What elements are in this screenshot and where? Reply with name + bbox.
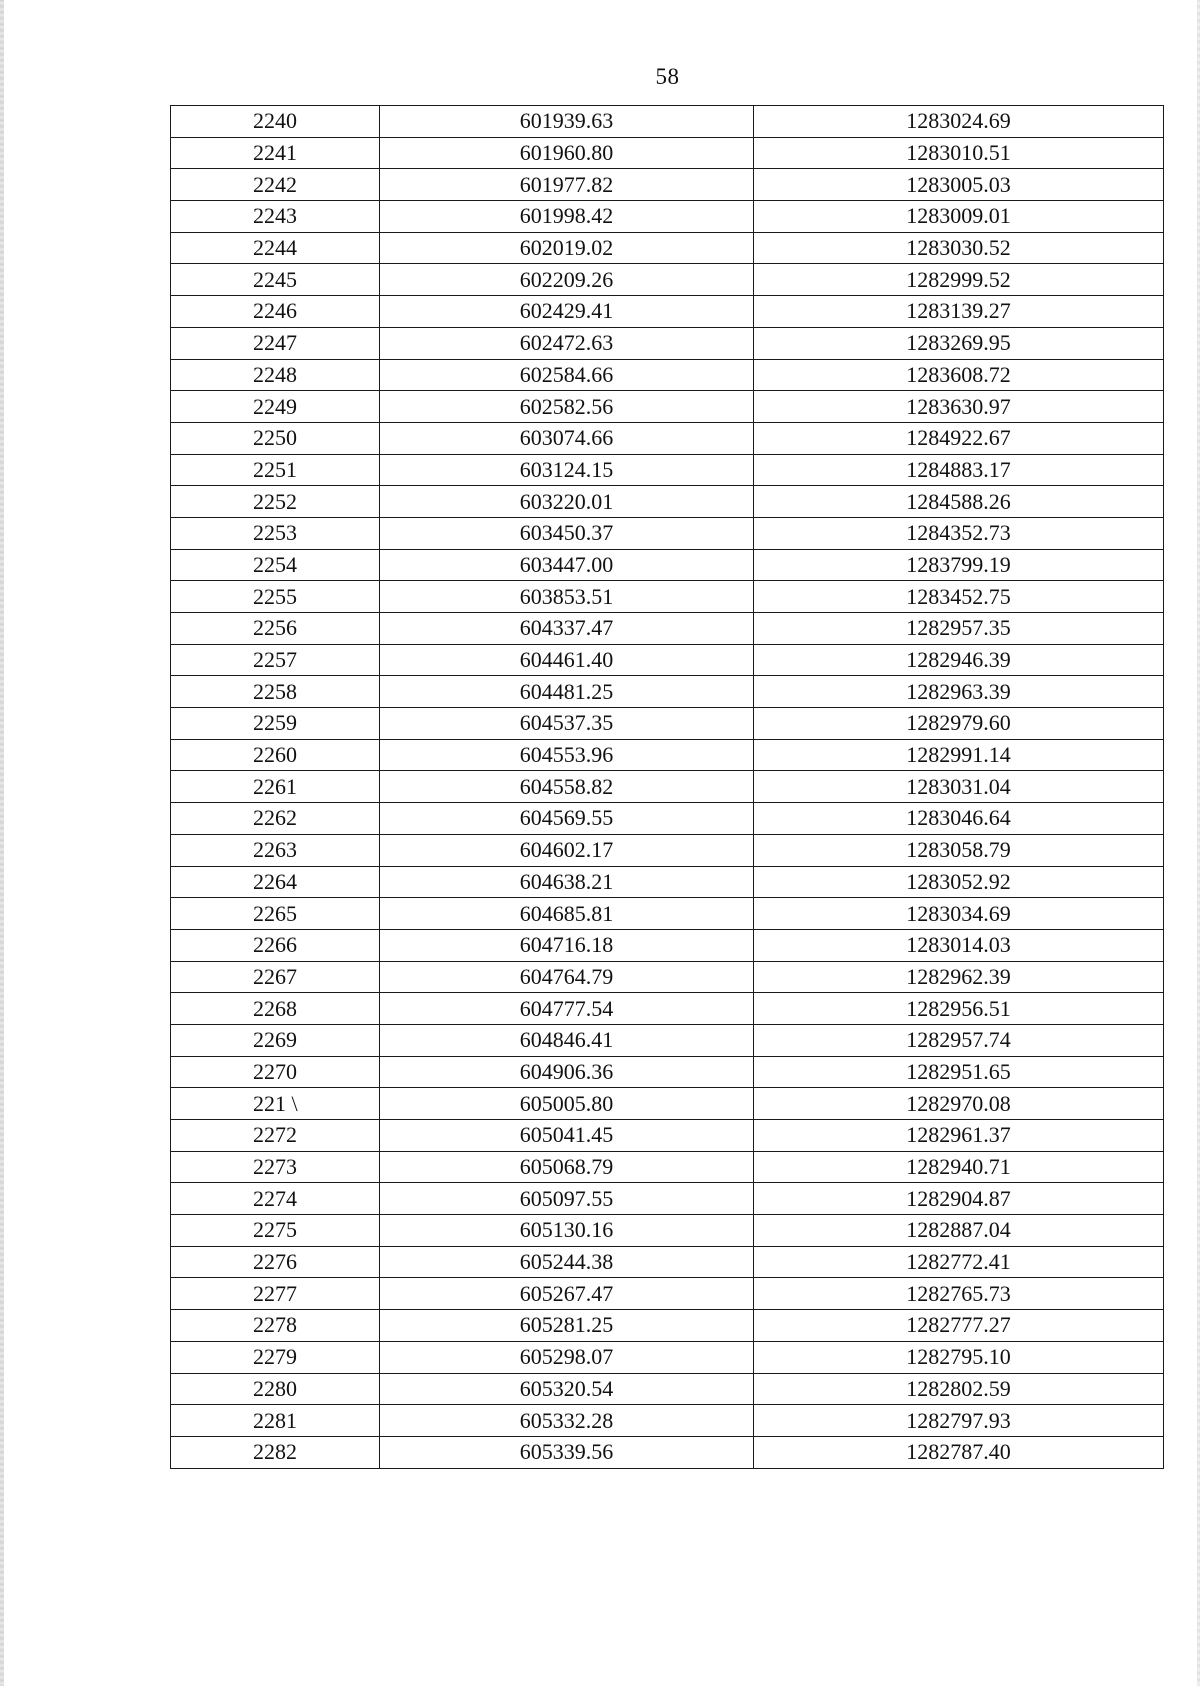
scan-edge-left bbox=[0, 0, 4, 1686]
point-id-cell: 2276 bbox=[171, 1246, 380, 1278]
y-coordinate-cell: 1282979.60 bbox=[754, 708, 1164, 740]
point-id-cell: 2266 bbox=[171, 929, 380, 961]
y-coordinate-cell: 1283009.01 bbox=[754, 201, 1164, 233]
point-id-cell: 2242 bbox=[171, 169, 380, 201]
table-row bbox=[171, 1278, 1164, 1310]
table-row bbox=[171, 961, 1164, 993]
point-id-cell: 2255 bbox=[171, 581, 380, 613]
table-row bbox=[171, 137, 1164, 169]
x-coordinate-cell: 603450.37 bbox=[380, 517, 754, 549]
x-coordinate-cell: 604846.41 bbox=[380, 1024, 754, 1056]
table-row bbox=[171, 1151, 1164, 1183]
y-coordinate-cell: 1284352.73 bbox=[754, 517, 1164, 549]
x-coordinate-cell: 605332.28 bbox=[380, 1405, 754, 1437]
point-id-cell: 2269 bbox=[171, 1024, 380, 1056]
table-row bbox=[171, 834, 1164, 866]
point-id-cell: 2259 bbox=[171, 708, 380, 740]
x-coordinate-cell: 603220.01 bbox=[380, 486, 754, 518]
table-row bbox=[171, 771, 1164, 803]
point-id-cell: 2277 bbox=[171, 1278, 380, 1310]
table-row bbox=[171, 581, 1164, 613]
x-coordinate-cell: 605298.07 bbox=[380, 1341, 754, 1373]
table-row bbox=[171, 264, 1164, 296]
y-coordinate-cell: 1282961.37 bbox=[754, 1120, 1164, 1152]
x-coordinate-cell: 602429.41 bbox=[380, 296, 754, 328]
y-coordinate-cell: 1282957.74 bbox=[754, 1024, 1164, 1056]
coordinates-table bbox=[170, 105, 1164, 1469]
x-coordinate-cell: 605244.38 bbox=[380, 1246, 754, 1278]
x-coordinate-cell: 605097.55 bbox=[380, 1183, 754, 1215]
point-id-cell: 2274 bbox=[171, 1183, 380, 1215]
table-row bbox=[171, 1436, 1164, 1468]
table-row bbox=[171, 644, 1164, 676]
point-id-cell: 2248 bbox=[171, 359, 380, 391]
page-number: 58 bbox=[655, 64, 680, 89]
x-coordinate-cell: 601939.63 bbox=[380, 106, 754, 138]
x-coordinate-cell: 602584.66 bbox=[380, 359, 754, 391]
table-row bbox=[171, 1310, 1164, 1342]
y-coordinate-cell: 1282946.39 bbox=[754, 644, 1164, 676]
x-coordinate-cell: 605339.56 bbox=[380, 1436, 754, 1468]
y-coordinate-cell: 1283052.92 bbox=[754, 866, 1164, 898]
point-id-cell: 2262 bbox=[171, 803, 380, 835]
table-row bbox=[171, 517, 1164, 549]
x-coordinate-cell: 604553.96 bbox=[380, 739, 754, 771]
table-row bbox=[171, 1405, 1164, 1437]
x-coordinate-cell: 603447.00 bbox=[380, 549, 754, 581]
x-coordinate-cell: 605281.25 bbox=[380, 1310, 754, 1342]
point-id-cell: 2258 bbox=[171, 676, 380, 708]
x-coordinate-cell: 604569.55 bbox=[380, 803, 754, 835]
point-id-cell: 221 \ bbox=[171, 1088, 380, 1120]
y-coordinate-cell: 1283005.03 bbox=[754, 169, 1164, 201]
table-row bbox=[171, 1373, 1164, 1405]
y-coordinate-cell: 1283046.64 bbox=[754, 803, 1164, 835]
table-row bbox=[171, 1341, 1164, 1373]
point-id-cell: 2275 bbox=[171, 1215, 380, 1247]
table-row bbox=[171, 454, 1164, 486]
x-coordinate-cell: 604481.25 bbox=[380, 676, 754, 708]
x-coordinate-cell: 604537.35 bbox=[380, 708, 754, 740]
y-coordinate-cell: 1282765.73 bbox=[754, 1278, 1164, 1310]
y-coordinate-cell: 1283014.03 bbox=[754, 929, 1164, 961]
point-id-cell: 2280 bbox=[171, 1373, 380, 1405]
point-id-cell: 2254 bbox=[171, 549, 380, 581]
table-row bbox=[171, 327, 1164, 359]
x-coordinate-cell: 602472.63 bbox=[380, 327, 754, 359]
y-coordinate-cell: 1283269.95 bbox=[754, 327, 1164, 359]
table-row bbox=[171, 898, 1164, 930]
y-coordinate-cell: 1282970.08 bbox=[754, 1088, 1164, 1120]
x-coordinate-cell: 604764.79 bbox=[380, 961, 754, 993]
x-coordinate-cell: 605130.16 bbox=[380, 1215, 754, 1247]
y-coordinate-cell: 1283030.52 bbox=[754, 232, 1164, 264]
x-coordinate-cell: 601998.42 bbox=[380, 201, 754, 233]
x-coordinate-cell: 604461.40 bbox=[380, 644, 754, 676]
point-id-cell: 2244 bbox=[171, 232, 380, 264]
y-coordinate-cell: 1283034.69 bbox=[754, 898, 1164, 930]
table-row bbox=[171, 1183, 1164, 1215]
x-coordinate-cell: 604906.36 bbox=[380, 1056, 754, 1088]
table-row bbox=[171, 1120, 1164, 1152]
point-id-cell: 2267 bbox=[171, 961, 380, 993]
point-id-cell: 2281 bbox=[171, 1405, 380, 1437]
table-row bbox=[171, 359, 1164, 391]
y-coordinate-cell: 1282795.10 bbox=[754, 1341, 1164, 1373]
y-coordinate-cell: 1282940.71 bbox=[754, 1151, 1164, 1183]
x-coordinate-cell: 602582.56 bbox=[380, 391, 754, 423]
y-coordinate-cell: 1284883.17 bbox=[754, 454, 1164, 486]
y-coordinate-cell: 1283139.27 bbox=[754, 296, 1164, 328]
x-coordinate-cell: 603074.66 bbox=[380, 422, 754, 454]
table-row bbox=[171, 866, 1164, 898]
point-id-cell: 2265 bbox=[171, 898, 380, 930]
y-coordinate-cell: 1282963.39 bbox=[754, 676, 1164, 708]
table-row bbox=[171, 1246, 1164, 1278]
x-coordinate-cell: 604602.17 bbox=[380, 834, 754, 866]
y-coordinate-cell: 1282797.93 bbox=[754, 1405, 1164, 1437]
x-coordinate-cell: 605041.45 bbox=[380, 1120, 754, 1152]
x-coordinate-cell: 605267.47 bbox=[380, 1278, 754, 1310]
point-id-cell: 2263 bbox=[171, 834, 380, 866]
table-row bbox=[171, 993, 1164, 1025]
point-id-cell: 2278 bbox=[171, 1310, 380, 1342]
table-row bbox=[171, 676, 1164, 708]
point-id-cell: 2247 bbox=[171, 327, 380, 359]
x-coordinate-cell: 605068.79 bbox=[380, 1151, 754, 1183]
y-coordinate-cell: 1282957.35 bbox=[754, 613, 1164, 645]
y-coordinate-cell: 1282962.39 bbox=[754, 961, 1164, 993]
point-id-cell: 2241 bbox=[171, 137, 380, 169]
coordinates-table-body bbox=[171, 106, 1164, 1469]
y-coordinate-cell: 1282999.52 bbox=[754, 264, 1164, 296]
y-coordinate-cell: 1282956.51 bbox=[754, 993, 1164, 1025]
y-coordinate-cell: 1282772.41 bbox=[754, 1246, 1164, 1278]
table-row bbox=[171, 929, 1164, 961]
y-coordinate-cell: 1284922.67 bbox=[754, 422, 1164, 454]
x-coordinate-cell: 604777.54 bbox=[380, 993, 754, 1025]
y-coordinate-cell: 1282951.65 bbox=[754, 1056, 1164, 1088]
x-coordinate-cell: 605320.54 bbox=[380, 1373, 754, 1405]
point-id-cell: 2246 bbox=[171, 296, 380, 328]
y-coordinate-cell: 1282904.87 bbox=[754, 1183, 1164, 1215]
x-coordinate-cell: 601977.82 bbox=[380, 169, 754, 201]
point-id-cell: 2243 bbox=[171, 201, 380, 233]
table-row bbox=[171, 106, 1164, 138]
table-row bbox=[171, 232, 1164, 264]
y-coordinate-cell: 1283010.51 bbox=[754, 137, 1164, 169]
y-coordinate-cell: 1284588.26 bbox=[754, 486, 1164, 518]
x-coordinate-cell: 602019.02 bbox=[380, 232, 754, 264]
point-id-cell: 2253 bbox=[171, 517, 380, 549]
table-row bbox=[171, 613, 1164, 645]
table-row bbox=[171, 296, 1164, 328]
table-row bbox=[171, 1024, 1164, 1056]
x-coordinate-cell: 604638.21 bbox=[380, 866, 754, 898]
table-row bbox=[171, 1056, 1164, 1088]
point-id-cell: 2261 bbox=[171, 771, 380, 803]
x-coordinate-cell: 603853.51 bbox=[380, 581, 754, 613]
y-coordinate-cell: 1283024.69 bbox=[754, 106, 1164, 138]
y-coordinate-cell: 1283799.19 bbox=[754, 549, 1164, 581]
point-id-cell: 2264 bbox=[171, 866, 380, 898]
table-row bbox=[171, 169, 1164, 201]
point-id-cell: 2250 bbox=[171, 422, 380, 454]
y-coordinate-cell: 1282887.04 bbox=[754, 1215, 1164, 1247]
y-coordinate-cell: 1282991.14 bbox=[754, 739, 1164, 771]
x-coordinate-cell: 604685.81 bbox=[380, 898, 754, 930]
table-row bbox=[171, 201, 1164, 233]
point-id-cell: 2268 bbox=[171, 993, 380, 1025]
table-row bbox=[171, 1088, 1164, 1120]
point-id-cell: 2279 bbox=[171, 1341, 380, 1373]
y-coordinate-cell: 1282802.59 bbox=[754, 1373, 1164, 1405]
table-row bbox=[171, 708, 1164, 740]
x-coordinate-cell: 604337.47 bbox=[380, 613, 754, 645]
y-coordinate-cell: 1283608.72 bbox=[754, 359, 1164, 391]
point-id-cell: 2240 bbox=[171, 106, 380, 138]
y-coordinate-cell: 1282777.27 bbox=[754, 1310, 1164, 1342]
table-row bbox=[171, 1215, 1164, 1247]
point-id-cell: 2270 bbox=[171, 1056, 380, 1088]
point-id-cell: 2272 bbox=[171, 1120, 380, 1152]
point-id-cell: 2252 bbox=[171, 486, 380, 518]
table-row bbox=[171, 486, 1164, 518]
point-id-cell: 2282 bbox=[171, 1436, 380, 1468]
y-coordinate-cell: 1283058.79 bbox=[754, 834, 1164, 866]
table-row bbox=[171, 739, 1164, 771]
y-coordinate-cell: 1283452.75 bbox=[754, 581, 1164, 613]
y-coordinate-cell: 1282787.40 bbox=[754, 1436, 1164, 1468]
table-row bbox=[171, 549, 1164, 581]
point-id-cell: 2273 bbox=[171, 1151, 380, 1183]
point-id-cell: 2251 bbox=[171, 454, 380, 486]
y-coordinate-cell: 1283031.04 bbox=[754, 771, 1164, 803]
x-coordinate-cell: 601960.80 bbox=[380, 137, 754, 169]
table-row bbox=[171, 422, 1164, 454]
x-coordinate-cell: 603124.15 bbox=[380, 454, 754, 486]
y-coordinate-cell: 1283630.97 bbox=[754, 391, 1164, 423]
point-id-cell: 2257 bbox=[171, 644, 380, 676]
point-id-cell: 2260 bbox=[171, 739, 380, 771]
point-id-cell: 2256 bbox=[171, 613, 380, 645]
x-coordinate-cell: 602209.26 bbox=[380, 264, 754, 296]
x-coordinate-cell: 605005.80 bbox=[380, 1088, 754, 1120]
table-row bbox=[171, 803, 1164, 835]
table-row bbox=[171, 391, 1164, 423]
x-coordinate-cell: 604716.18 bbox=[380, 929, 754, 961]
point-id-cell: 2245 bbox=[171, 264, 380, 296]
x-coordinate-cell: 604558.82 bbox=[380, 771, 754, 803]
point-id-cell: 2249 bbox=[171, 391, 380, 423]
